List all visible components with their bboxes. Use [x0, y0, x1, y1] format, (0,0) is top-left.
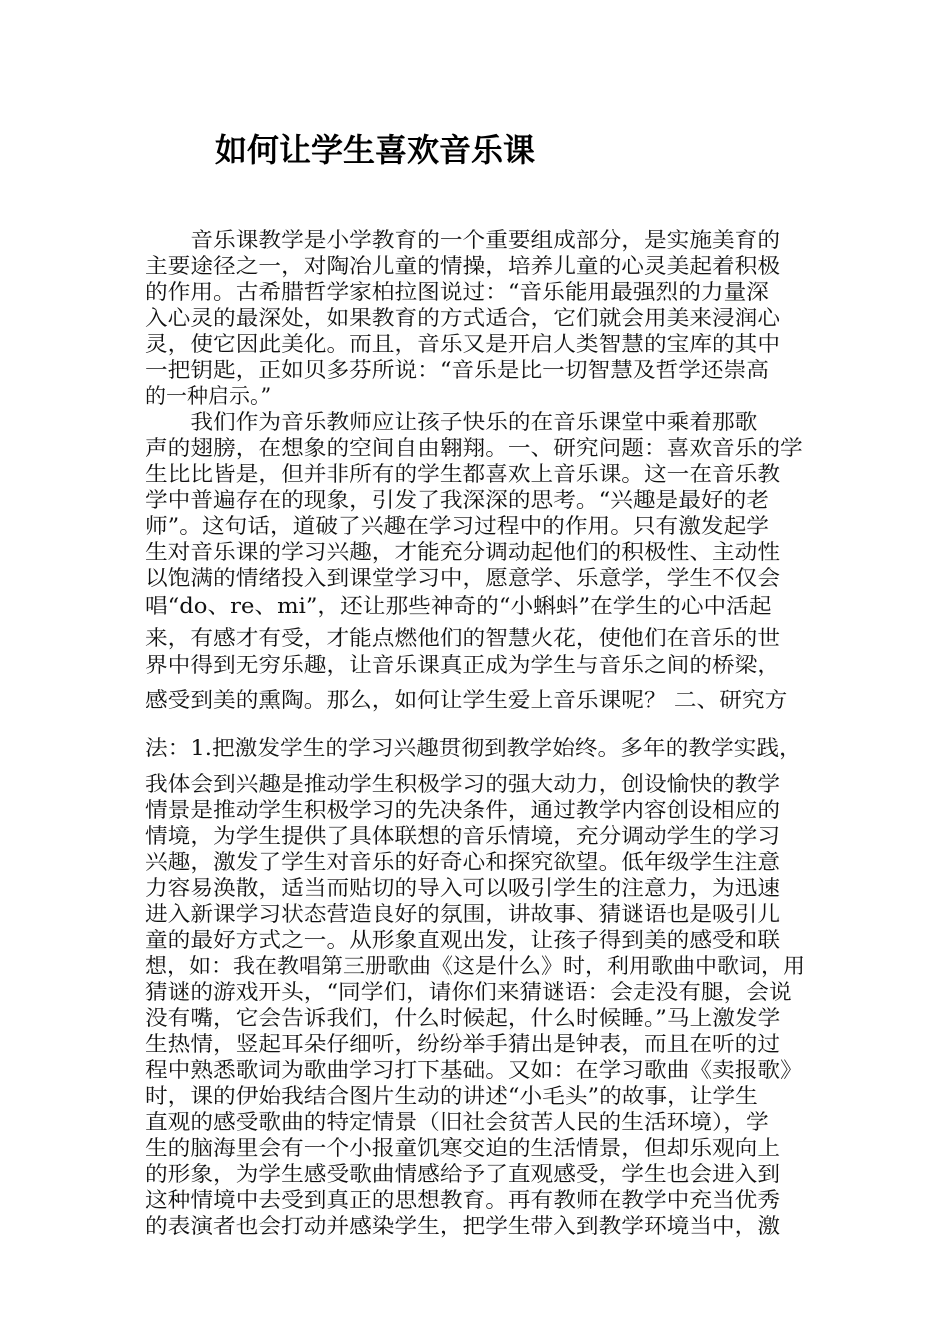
paragraph-line: 的表演者也会打动并感染学生，把学生带入到教学环境当中，激 — [145, 1214, 781, 1238]
paragraph-line: 的作用。古希腊哲学家柏拉图说过：“音乐能用最强烈的力量深 — [145, 280, 769, 304]
paragraph-line: 我们作为音乐教师应让孩子快乐的在音乐课堂中乘着那歌 — [145, 410, 758, 434]
paragraph-line: 灵，使它因此美化。而且，音乐又是开启人类智慧的宝库的其中 — [145, 332, 781, 356]
paragraph-line: 情境，为学生提供了具体联想的音乐情境，充分调动学生的学习 — [145, 824, 781, 848]
paragraph-line: 程中熟悉歌词为歌曲学习打下基础。又如：在学习歌曲《卖报歌》 — [145, 1058, 803, 1082]
paragraph-line: 音乐课教学是小学教育的一个重要组成部分，是实施美育的 — [145, 228, 781, 252]
paragraph-line: 主要途径之一，对陶冶儿童的情操，培养儿童的心灵美起着积极 — [145, 254, 781, 278]
paragraph-line: 一把钥匙，正如贝多芬所说：“音乐是比一切智慧及哲学还崇高 — [145, 358, 769, 382]
paragraph-line: 我体会到兴趣是推动学生积极学习的强大动力，创设愉快的教学 — [145, 772, 781, 796]
paragraph-line: 生的脑海里会有一个小报童饥寒交迫的生活情景，但却乐观向上 — [145, 1136, 781, 1160]
paragraph-line: 界中得到无穷乐趣，让音乐课真正成为学生与音乐之间的桥梁， — [145, 653, 781, 677]
paragraph-line: 声的翅膀，在想象的空间自由翱翔。一、研究问题：喜欢音乐的学 — [145, 436, 803, 460]
paragraph-line: 时，课的伊始我结合图片生动的讲述“小毛头”的故事，让学生 — [145, 1084, 758, 1108]
paragraph-line: 想，如：我在教唱第三册歌曲《这是什么》时，利用歌曲中歌词，用 — [145, 954, 805, 978]
document-title: 如何让学生喜欢音乐课 — [215, 131, 536, 169]
paragraph-line: 师”。这句话，道破了兴趣在学习过程中的作用。只有激发起学 — [145, 514, 769, 538]
paragraph-line: 感受到美的熏陶。那么，如何让学生爱上音乐课呢？ 二、研究方 — [145, 688, 788, 712]
paragraph-line: 生热情，竖起耳朵仔细听，纷纷举手猜出是钟表，而且在听的过 — [145, 1032, 781, 1056]
paragraph-line: 生对音乐课的学习兴趣，才能充分调动起他们的积极性、主动性 — [145, 540, 781, 564]
paragraph-line: 猜谜的游戏开头，“同学们，请你们来猜谜语：会走没有腿，会说 — [145, 980, 792, 1004]
paragraph-line: 生比比皆是，但并非所有的学生都喜欢上音乐课。这一在音乐教 — [145, 462, 781, 486]
paragraph-line: 的形象，为学生感受歌曲情感给予了直观感受，学生也会进入到 — [145, 1162, 781, 1186]
paragraph-line: 唱“do、re、mi”，还让那些神奇的“小蝌蚪”在学生的心中活起 — [145, 594, 772, 618]
paragraph-line: 的一种启示。” — [145, 384, 272, 408]
paragraph-line: 来，有感才有受，才能点燃他们的智慧火花，使他们在音乐的世 — [145, 626, 781, 650]
paragraph-line: 法：1.把激发学生的学习兴趣贯彻到教学始终。多年的教学实践， — [145, 736, 802, 760]
paragraph-line: 学中普遍存在的现象，引发了我深深的思考。“兴趣是最好的老 — [145, 488, 769, 512]
paragraph-line: 以饱满的情绪投入到课堂学习中，愿意学、乐意学，学生不仅会 — [145, 566, 781, 590]
paragraph-line: 兴趣，激发了学生对音乐的好奇心和探究欲望。低年级学生注意 — [145, 850, 781, 874]
paragraph-line: 没有嘴，它会告诉我们，什么时候起，什么时候睡。”马上激发学 — [145, 1006, 781, 1030]
paragraph-line: 童的最好方式之一。从形象直观出发，让孩子得到美的感受和联 — [145, 928, 781, 952]
paragraph-line: 直观的感受歌曲的特定情景（旧社会贫苦人民的生活环境），学 — [145, 1110, 769, 1134]
paragraph-line: 力容易涣散，适当而贴切的导入可以吸引学生的注意力，为迅速 — [145, 876, 781, 900]
paragraph-line: 情景是推动学生积极学习的先决条件，通过教学内容创设相应的 — [145, 798, 781, 822]
paragraph-line: 入心灵的最深处，如果教育的方式适合，它们就会用美来浸润心 — [145, 306, 781, 330]
paragraph-line: 进入新课学习状态营造良好的氛围，讲故事、猜谜语也是吸引儿 — [145, 902, 781, 926]
paragraph-line: 这种情境中去受到真正的思想教育。再有教师在教学中充当优秀 — [145, 1188, 781, 1212]
